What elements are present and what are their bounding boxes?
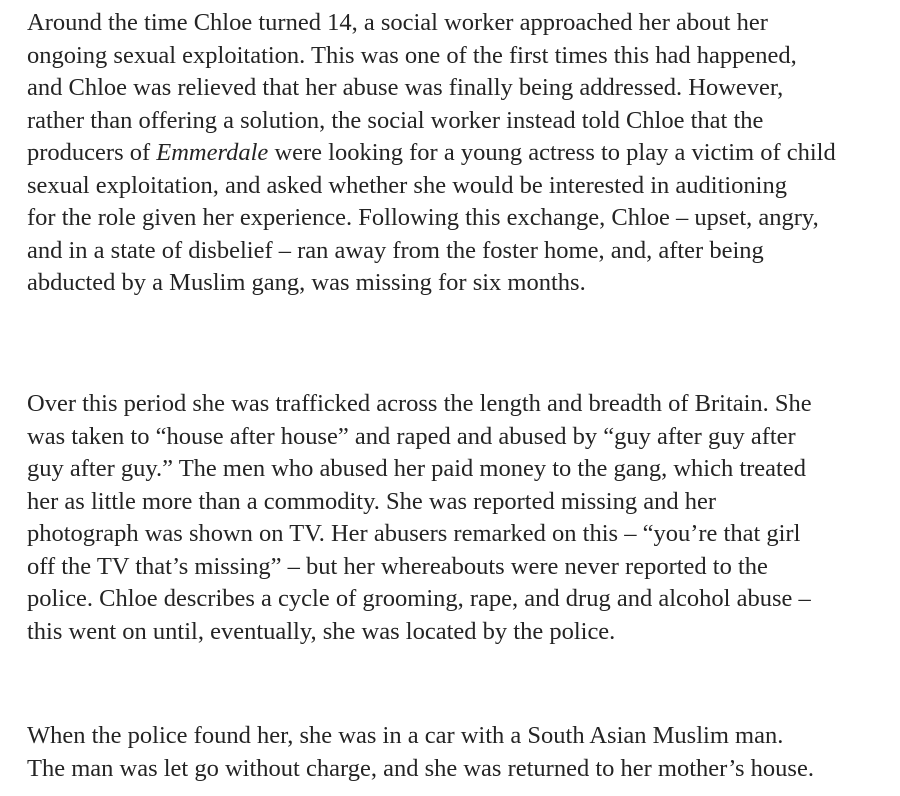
text-line: and in a state of disbelief – ran away from the foster home, and, after being	[27, 236, 764, 264]
text-line: The man was let go without charge, and she was returned to her mother’s house.	[27, 754, 814, 782]
text-segment: producers of	[27, 139, 157, 166]
text-line: and Chloe was relieved that her abuse was finally being addressed. However,	[27, 74, 784, 101]
text-line: When the police found her, she was in a car with a South Asian Muslim man.	[27, 722, 784, 749]
text-line: sexual exploitation, and asked whether she would be interested in auditioning	[27, 171, 787, 199]
text-line: police. Chloe describes a cycle of grooming, rape, and drug and alcohol abuse –	[27, 585, 811, 612]
text-line: was taken to “house after house” and raped and abused by “guy after guy after	[27, 422, 796, 450]
text-line-with-italic-title	[27, 137, 836, 170]
text-line: this went on until, eventually, she was located by the police.	[27, 617, 616, 645]
paragraph-2	[27, 388, 812, 648]
text-line: off the TV that’s missing” – but her whereabouts were never reported to the	[27, 552, 768, 580]
text-line: Over this period she was trafficked across the length and breadth of Britain. She	[27, 390, 812, 417]
paragraph-1	[27, 7, 836, 300]
text-line: ongoing sexual exploitation. This was one of the first times this had happened,	[27, 41, 797, 69]
text-line: photograph was shown on TV. Her abusers remarked on this – “you’re that girl	[27, 520, 801, 547]
text-line: her as little more than a commodity. She was reported missing and her	[27, 487, 717, 515]
italic-show-title: Emmerdale	[156, 139, 269, 166]
text-line: Around the time Chloe turned 14, a social worker approached her about her	[27, 9, 768, 36]
text-line: for the role given her experience. Following this exchange, Chloe – upset, angry,	[27, 204, 819, 231]
text-line: abducted by a Muslim gang, was missing for six months.	[27, 269, 586, 296]
text-line: rather than offering a solution, the social worker instead told Chloe that the	[27, 106, 764, 134]
text-line: guy after guy.” The men who abused her paid money to the gang, which treated	[27, 455, 806, 482]
text-segment: were looking for a young actress to play a victim of child	[268, 139, 836, 166]
paragraph-3	[27, 720, 814, 785]
